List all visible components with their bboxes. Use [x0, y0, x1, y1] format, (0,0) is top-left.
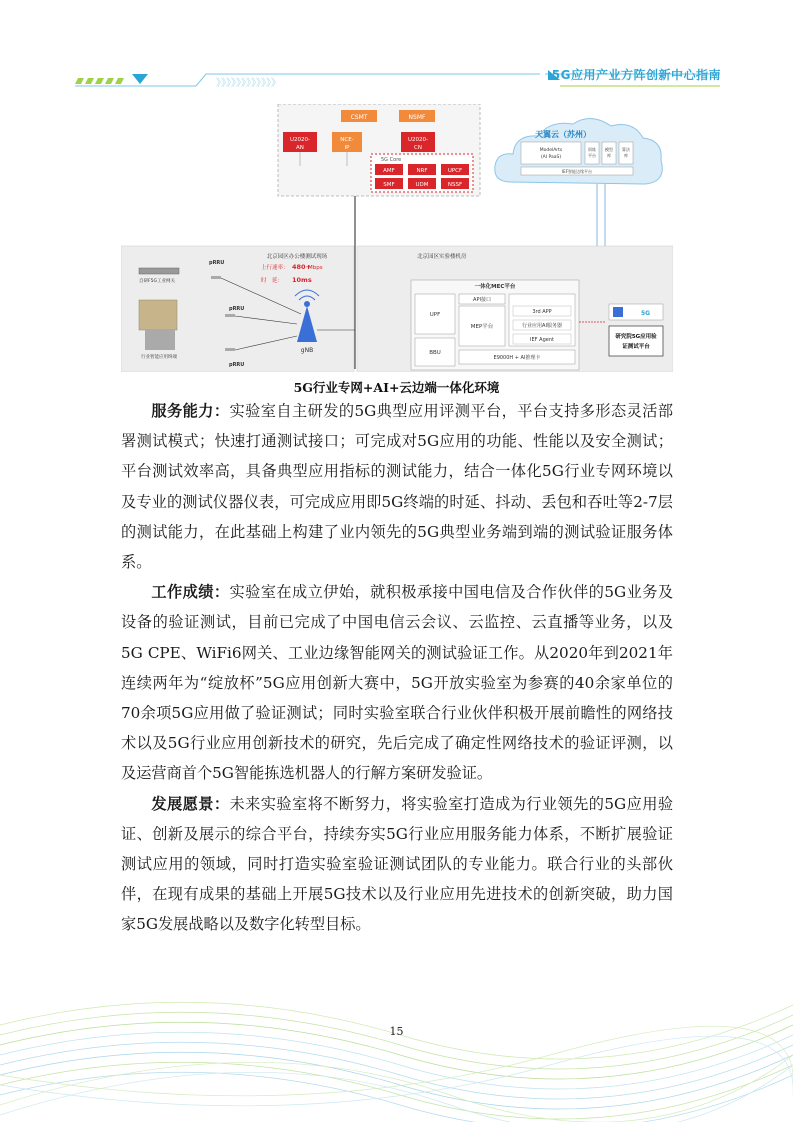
- gateway-label: 自研F5G工业网关: [139, 279, 175, 284]
- paragraph-lead: 服务能力：: [151, 402, 230, 420]
- svg-text:API接口: API接口: [473, 297, 491, 303]
- svg-text:训练: 训练: [588, 147, 596, 152]
- gnb-label: gNB: [300, 347, 314, 354]
- svg-text:算法: 算法: [622, 147, 630, 152]
- svg-text:UPCF: UPCF: [447, 168, 463, 174]
- svg-text:NSSF: NSSF: [447, 182, 463, 188]
- svg-text:ModelArts: ModelArts: [539, 148, 563, 153]
- svg-text:U2020-: U2020-: [407, 137, 429, 143]
- svg-text:3rd APP: 3rd APP: [532, 309, 552, 315]
- svg-text:AN: AN: [296, 145, 304, 151]
- network-diagram: [121, 104, 673, 372]
- svg-text:5G: 5G: [641, 310, 651, 317]
- svg-text:UDM: UDM: [415, 182, 429, 188]
- paragraph-achievements: [121, 577, 673, 788]
- core-label: 5G Core: [381, 157, 402, 163]
- svg-text:pRRU: pRRU: [229, 306, 245, 312]
- svg-text:NCE-: NCE-: [340, 137, 354, 143]
- svg-text:AMF: AMF: [383, 168, 395, 174]
- rate-value: 480+: [292, 263, 312, 271]
- paragraph-service: [121, 396, 673, 577]
- paragraph-lead: 工作成绩：: [151, 583, 230, 602]
- figure-caption: 5G行业专网+AI+云边端一体化环境: [293, 380, 500, 395]
- paragraph-text: 实验室自主研发的5G典型应用评测平台，平台支持多形态灵活部署测试模式；快速打通测试接口；可完成对5G应用的功能、性能以及安全测试；平台测试效率高，具备典型应用指标的测试能力，结合一体化5G行业专网环境以及专业的测试仪器仪表，可完成应用即5G终端的时延、抖动、丢包和吞吐等2-7层的测试能力，在此基础上构建了业内领先的5G典型业务端到端的测试验证服务体系。: [121, 402, 674, 572]
- paragraph-text: 实验室在成立伊始，就积极承接中国电信及合作伙伴的5G业务及设备的验证测试，目前已完成了中国电信云会议、云监控、云直播等业务，以及5G CPE、WiFi6网关、工业边缘智能网关的测试验证工作。从2020年到2021年连续两年为“绽放杯”5G应用创新大赛中，5G开放实验室为参赛的40余家单位的70余项5G应用做了验证测试；同时实验室联合行业伙伴积极开展前瞻性的网络技术以及5G行业应用创新技术的研究，先后完成了确定性网络技术的验证评测，以及运营商首个5G智能拣选机器人的行解方案研发验证。: [121, 583, 674, 783]
- institute-label-2: 证测试平台: [622, 344, 650, 350]
- svg-text:IEF智能边缘平台: IEF智能边缘平台: [561, 169, 593, 174]
- footer-wave-decoration: [0, 965, 793, 1122]
- page-number: 15: [389, 1025, 404, 1038]
- room-title: 北京园区实验楼机房: [417, 254, 467, 260]
- svg-text:库: 库: [607, 153, 611, 158]
- header-title: 5G应用产业方阵创新中心指南: [551, 68, 721, 82]
- svg-text:库: 库: [624, 153, 628, 158]
- svg-text:模型: 模型: [605, 147, 613, 152]
- rate-unit: Mbps: [308, 265, 323, 271]
- svg-text:NRF: NRF: [416, 168, 428, 174]
- latency-value: 10ms: [292, 276, 312, 284]
- svg-text:SMF: SMF: [383, 182, 395, 188]
- svg-text:CN: CN: [414, 145, 422, 151]
- paragraph-lead: 发展愿景：: [151, 794, 230, 813]
- svg-text:IEF Agent: IEF Agent: [530, 337, 554, 343]
- mec-title: 一体化MEC平台: [474, 284, 516, 290]
- rate-label: 上行速率：: [261, 265, 289, 271]
- svg-text:平台: 平台: [588, 153, 596, 158]
- paragraph-vision: [121, 789, 673, 940]
- nsmf-label: NSMF: [408, 114, 426, 121]
- body-text: [121, 396, 673, 940]
- svg-text:MEP平台: MEP平台: [470, 324, 494, 330]
- svg-text:pRRU: pRRU: [209, 260, 225, 266]
- svg-text:pRRU: pRRU: [229, 362, 245, 368]
- terminal-label: 行业智能应用终端: [141, 355, 177, 360]
- institute-label-1: 研究院5G应用验: [615, 334, 657, 340]
- header-chevrons: 》》》》》》》》》》》》: [216, 78, 281, 89]
- paragraph-text: 未来实验室将不断努力，将实验室打造成为行业领先的5G应用验证、创新及展示的综合平台，持续夯实5G行业应用服务能力体系，不断扩展验证测试应用的领域，同时打造实验室验证测试团队的专业能力。联合行业的头部伙伴，在现有成果的基础上开展5G技术以及行业应用先进技术的创新突破，助力国家5G发展战略以及数字化转型目标。: [121, 794, 674, 934]
- svg-text:行业应用AI服务器: 行业应用AI服务器: [522, 323, 562, 329]
- cloud: [495, 118, 662, 184]
- site-title: 北京园区办公楼测试现场: [266, 254, 328, 260]
- csmt-label: CSMT: [350, 114, 368, 121]
- svg-text:E9000H + AI推理卡: E9000H + AI推理卡: [493, 355, 541, 361]
- cloud-title: 天翼云（苏州）: [535, 130, 591, 139]
- svg-text:U2020-: U2020-: [289, 137, 311, 143]
- svg-text:(AI PaaS): (AI PaaS): [540, 155, 562, 160]
- svg-text:BBU: BBU: [429, 350, 441, 356]
- svg-text:IP: IP: [344, 145, 350, 151]
- svg-text:UPF: UPF: [429, 312, 441, 318]
- latency-label: 时 延：: [261, 278, 284, 284]
